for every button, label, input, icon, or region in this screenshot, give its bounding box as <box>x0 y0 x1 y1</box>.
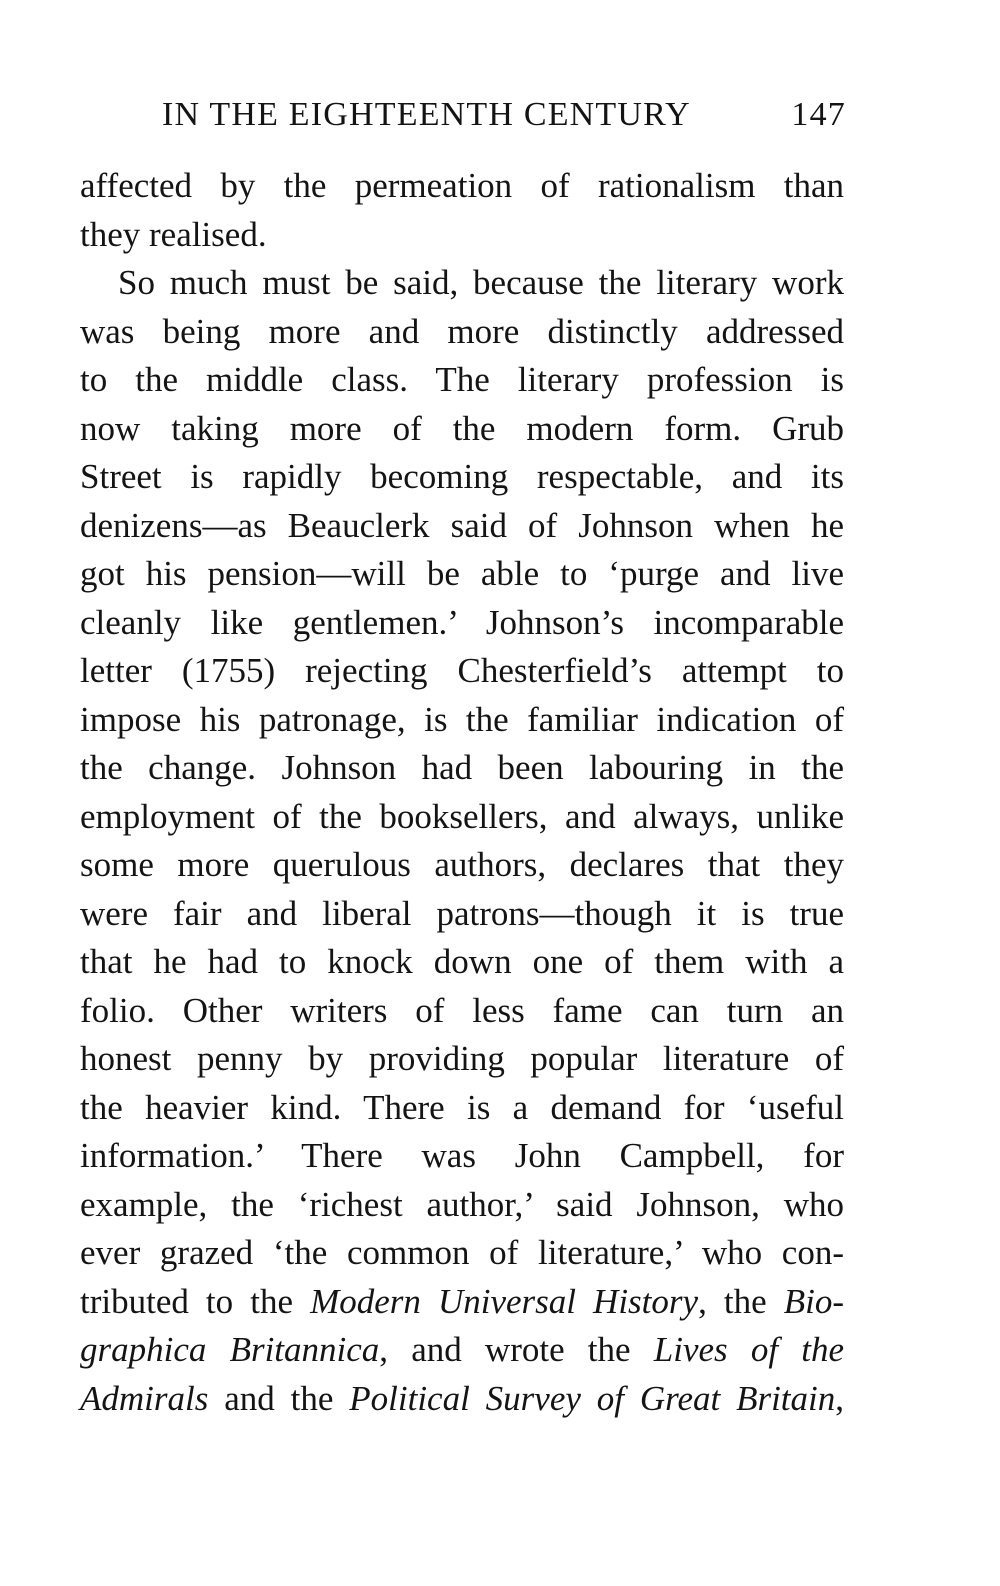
text-line <box>80 1229 844 1278</box>
text-segment: were fair and liberal patrons—though it is true <box>80 893 844 933</box>
text-segment: and the <box>208 1378 350 1418</box>
text-segment: , <box>835 1378 845 1418</box>
text-line <box>80 744 844 793</box>
text-segment: to the middle class. The literary profession is <box>80 360 844 399</box>
text-segment: tributed to the <box>80 1281 311 1321</box>
text-segment: example, the ‘richest author,’ said Johnson, who <box>80 1184 844 1224</box>
text-line <box>80 308 844 357</box>
text-line <box>80 453 844 502</box>
text-segment: , and wrote the <box>379 1330 654 1369</box>
text-line <box>80 162 844 211</box>
text-segment: Street is rapidly becoming respectable, and its <box>80 457 844 496</box>
text-line <box>80 987 844 1036</box>
text-segment: cleanly like gentlemen.’ Johnson’s incomparable <box>80 602 844 642</box>
text-line <box>80 550 844 599</box>
text-segment: some more querulous authors, declares that they <box>80 845 844 884</box>
text-segment: the change. Johnson had been labouring in the <box>80 748 844 787</box>
text-segment: now taking more of the modern form. Grub <box>80 408 844 448</box>
text-line <box>80 1326 844 1375</box>
text-line <box>80 696 844 745</box>
text-segment: was being more and more distinctly addressed <box>80 311 844 351</box>
italic-text: Modern Universal History <box>310 1281 699 1321</box>
text-segment: So much must be said, because the literary work <box>118 263 844 302</box>
running-head <box>162 96 846 146</box>
text-line <box>80 259 844 308</box>
body-text <box>80 162 844 1423</box>
text-line <box>80 1375 844 1424</box>
text-segment: affected by the permeation of rationalism than <box>80 166 844 205</box>
text-line <box>80 502 844 551</box>
text-line <box>80 1181 844 1230</box>
text-line <box>80 841 844 890</box>
text-segment: the heavier kind. There is a demand for ‘useful <box>80 1087 844 1127</box>
page-number: 147 <box>791 96 846 133</box>
text-line <box>80 1278 844 1327</box>
text-segment: letter (1755) rejecting Chesterfield’s attempt to <box>80 651 844 690</box>
text-line <box>80 793 844 842</box>
text-line <box>80 211 844 260</box>
text-segment: honest penny by providing popular literature of <box>80 1039 844 1078</box>
italic-text: Admirals <box>80 1378 209 1418</box>
text-segment: denizens—as Beauclerk said of Johnson when he <box>80 505 844 545</box>
text-segment: that he had to knock down one of them with a <box>80 942 844 981</box>
text-line <box>80 1084 844 1133</box>
text-segment: information.’ There was John Campbell, for <box>80 1136 844 1175</box>
text-segment: , the <box>698 1281 784 1321</box>
text-line <box>80 405 844 454</box>
text-line <box>80 356 844 405</box>
text-line <box>80 1132 844 1181</box>
text-segment: folio. Other writers of less fame can turn an <box>80 990 844 1030</box>
text-segment: they realised. <box>80 214 267 254</box>
italic-text: Lives of the <box>653 1330 844 1369</box>
text-segment: impose his patronage, is the familiar indication of <box>80 699 844 739</box>
text-line <box>80 599 844 648</box>
text-line <box>80 1035 844 1084</box>
text-line <box>80 647 844 696</box>
text-line <box>80 938 844 987</box>
text-segment: employment of the booksellers, and always, unlike <box>80 796 844 836</box>
running-head-title: IN THE EIGHTEENTH CENTURY <box>162 96 691 133</box>
italic-text: Political Survey of Great Britain <box>349 1378 836 1418</box>
text-segment: ever grazed ‘the common of literature,’ who con- <box>80 1233 844 1272</box>
text-line <box>80 890 844 939</box>
italic-text: Bio- <box>783 1281 844 1321</box>
italic-text: graphica Britannica <box>80 1330 380 1369</box>
text-segment: got his pension—will be able to ‘purge and live <box>80 554 844 593</box>
